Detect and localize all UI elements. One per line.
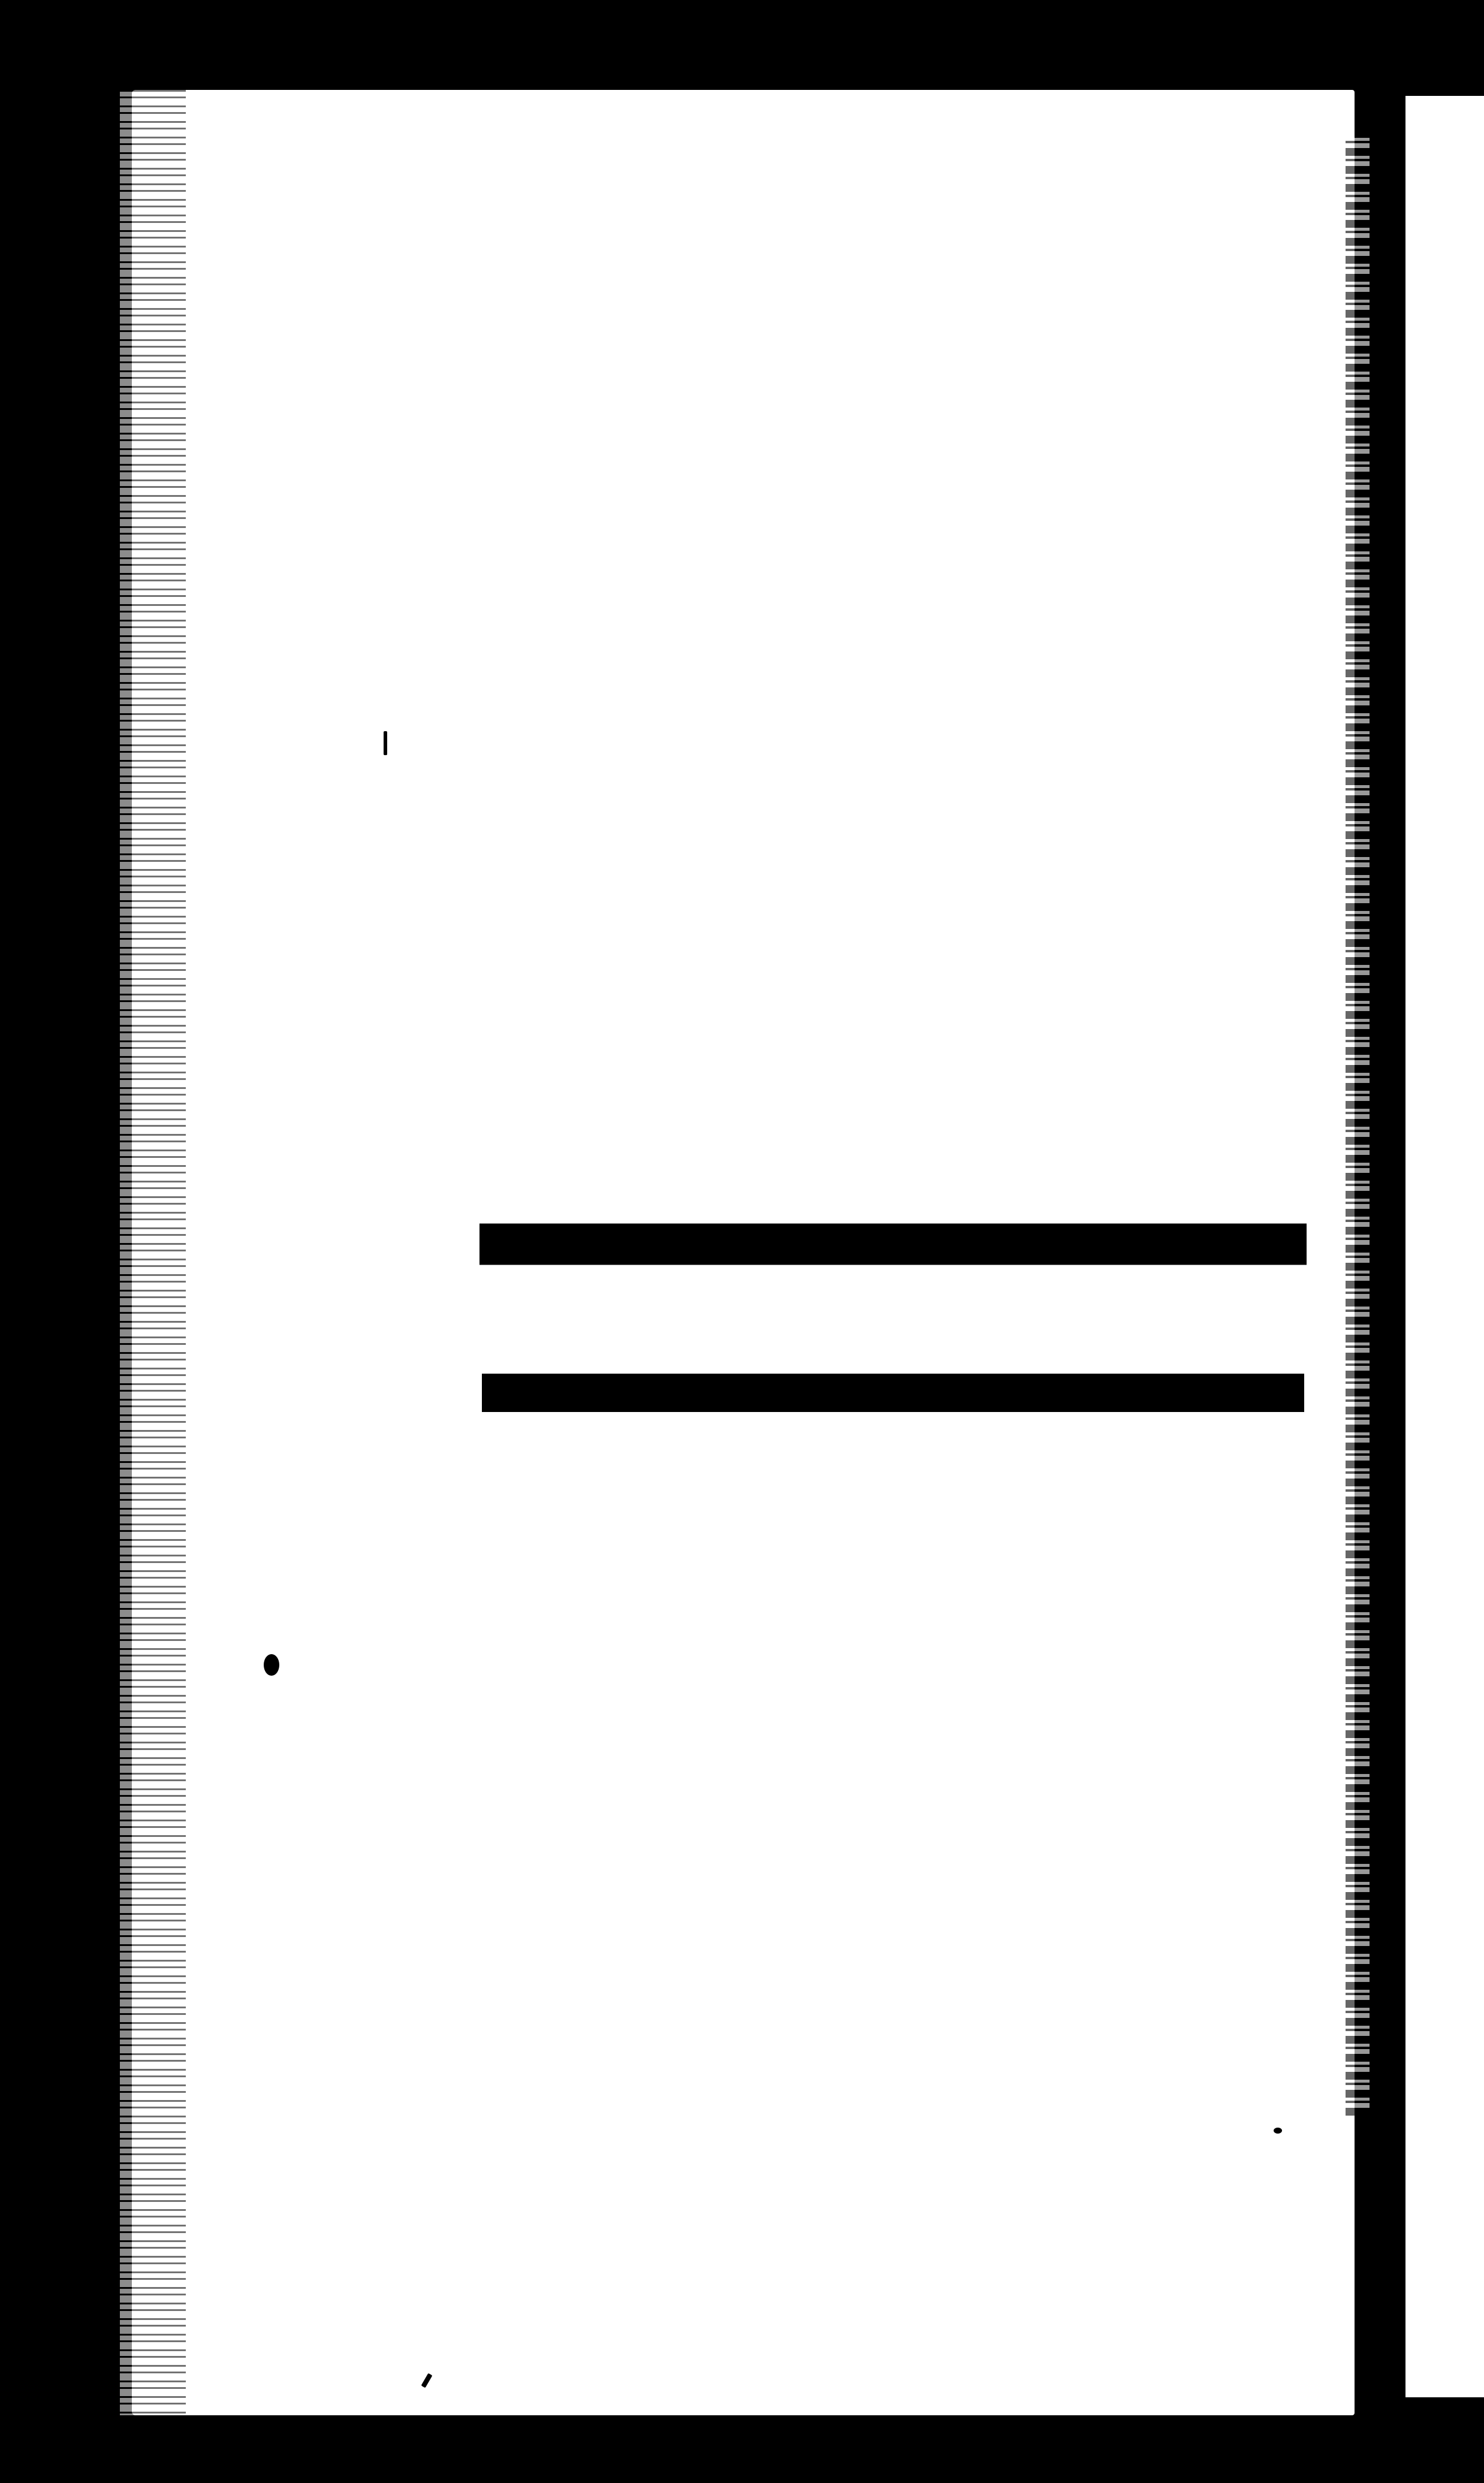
ornamental-headpiece bbox=[479, 1223, 1307, 1420]
facing-page bbox=[1405, 96, 1484, 2397]
text-block bbox=[479, 252, 1307, 318]
gutter-noise bbox=[120, 90, 186, 2415]
ornament-bottom-band bbox=[482, 1374, 1304, 1412]
ink-speck bbox=[384, 731, 387, 755]
ink-speck bbox=[264, 1654, 279, 1676]
ink-speck bbox=[1274, 2128, 1282, 2134]
page-edge-noise bbox=[1346, 138, 1370, 2116]
ornament-top-band bbox=[482, 1226, 1304, 1262]
running-header bbox=[479, 252, 1307, 318]
